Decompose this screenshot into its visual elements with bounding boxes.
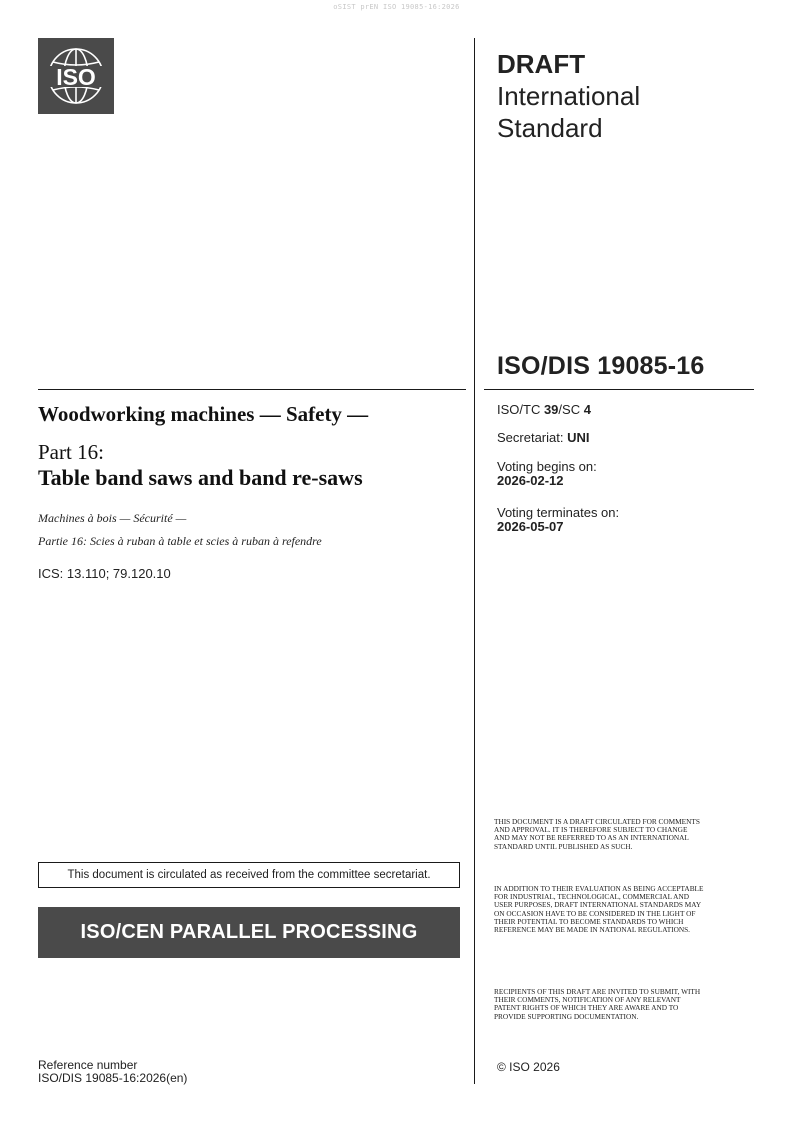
vertical-divider	[474, 38, 475, 1084]
voting-begins-label: Voting begins on:	[497, 459, 597, 474]
iso-globe-logo-icon	[38, 38, 114, 114]
parallel-processing-banner: ISO/CEN PARALLEL PROCESSING	[38, 907, 460, 958]
voting-terminates	[497, 506, 747, 534]
ics-codes: ICS: 13.110; 79.120.10	[38, 566, 171, 581]
watermark: oSIST prEN ISO 19085-16:2026	[333, 3, 460, 11]
document-subtitle: Table band saws and band re-saws	[38, 465, 363, 490]
french-title: Machines à bois — Sécurité —	[38, 511, 187, 525]
voting-begins	[497, 460, 747, 488]
reference-block	[38, 1059, 187, 1085]
voting-ends-date: 2026-05-07	[497, 519, 564, 534]
draft-notice-2: IN ADDITION TO THEIR EVALUATION AS BEING ACCEPTABLE FOR INDUSTRIAL, TECHNOLOGICAL, COMMERCIAL AND USER PURPOSES, DRAFT INTERNATIONAL STANDARDS MAY ON OCCASION HAVE TO BE CONSIDERED IN THE LIGHT OF THEIR POTENTIAL TO BECOME STANDARDS TO WHICH REFERENCE MAY BE MADE IN NATIONAL REGULATIONS.	[494, 884, 704, 935]
secretariat-value: UNI	[567, 430, 590, 445]
secretariat-label: Secretariat:	[497, 430, 568, 445]
document-status	[497, 48, 757, 144]
horizontal-rule-right	[484, 389, 754, 390]
part-label: Part 16:	[38, 440, 104, 464]
committee-prefix: ISO/TC	[497, 402, 544, 417]
draft-label: DRAFT	[497, 49, 586, 79]
french-part-title: Partie 16: Scies à ruban à table et scies à ruban à refendre	[38, 534, 322, 548]
tc-number: 39	[543, 402, 559, 417]
sc-number: 4	[583, 402, 591, 417]
draft-label-standard: Standard	[497, 113, 603, 143]
draft-notice-3: RECIPIENTS OF THIS DRAFT ARE INVITED TO SUBMIT, WITH THEIR COMMENTS, NOTIFICATION OF ANY RELEVANT PATENT RIGHTS OF WHICH THEY ARE AWARE AND TO PROVIDE SUPPORTING DOCUMENTATION.	[494, 987, 701, 1021]
draft-label-international: International	[497, 81, 641, 111]
document-title: Woodworking machines — Safety —	[38, 402, 369, 426]
committee-info	[497, 403, 747, 417]
circulation-note: This document is circulated as received from the committee secretariat.	[38, 862, 460, 888]
reference-number: ISO/DIS 19085-16:2026(en)	[38, 1071, 188, 1085]
iso-logo	[38, 38, 114, 114]
horizontal-rule-left	[38, 389, 466, 390]
reference-label: Reference number	[38, 1058, 138, 1072]
draft-notice-1: THIS DOCUMENT IS A DRAFT CIRCULATED FOR COMMENTS AND APPROVAL. IT IS THEREFORE SUBJECT TO CHANGE AND MAY NOT BE REFERRED TO AS AN INTERNATIONAL STANDARD UNTIL PUBLISHED AS SUCH.	[494, 817, 700, 851]
standard-number: ISO/DIS 19085-16	[497, 352, 705, 380]
secretariat-info	[497, 431, 747, 445]
iso-logo-text: ISO	[56, 64, 96, 90]
voting-begins-date: 2026-02-12	[497, 473, 564, 488]
copyright: © ISO 2026	[497, 1060, 560, 1074]
voting-ends-label: Voting terminates on:	[497, 505, 620, 520]
sc-prefix: /SC	[558, 402, 584, 417]
